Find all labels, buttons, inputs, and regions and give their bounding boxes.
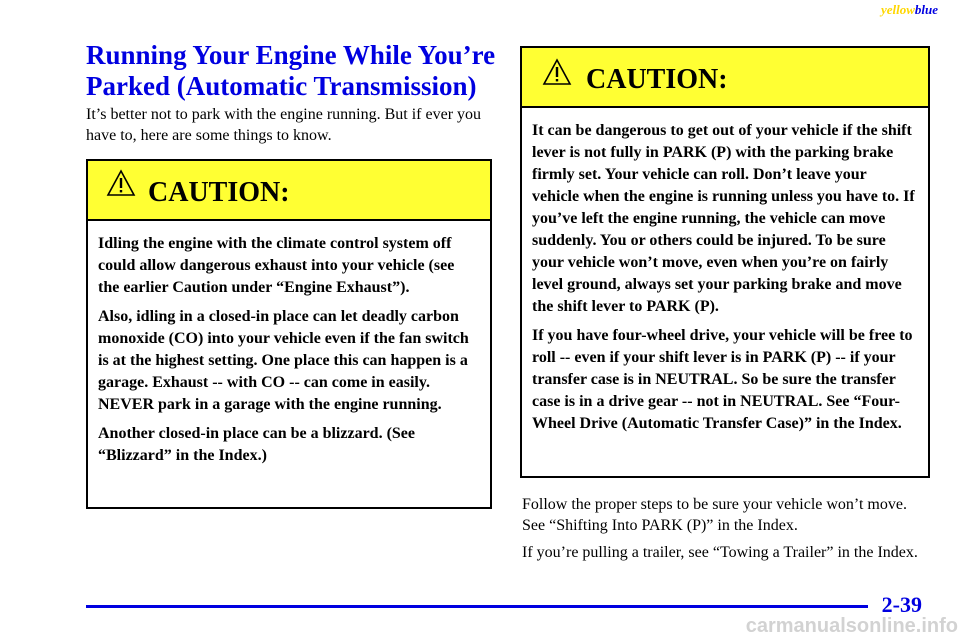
page-title	[86, 40, 506, 102]
marker-blue: blue	[914, 2, 938, 17]
caution-paragraph: Also, idling in a closed-in place can let deadly carbon monoxide (CO) into your vehicle even if the fan switch is at the highest setting. One place this can happen is a garage. Exhaust -- with CO -- can come in easily. NEVER park in a garage with the engine running.	[98, 308, 469, 413]
follow-steps-paragraph: Follow the proper steps to be sure your vehicle won’t move. See “Shifting Into PARK (P)” in the Index.	[522, 496, 907, 534]
caution-paragraph: Idling the engine with the climate control system off could allow dangerous exhaust into your vehicle (see the earlier Caution under “Engine Exhaust”).	[98, 235, 455, 296]
title-line-1: Running Your Engine While You’re	[86, 40, 496, 70]
caution-body	[88, 221, 490, 467]
caution-paragraph: If you have four-wheel drive, your vehicle will be free to roll -- even if your shift lever is in PARK (P) -- if your transfer case is in NEUTRAL. So be sure the transfer case is in a drive gear -- not in NEUTRAL. See “Four-Wheel Drive (Automatic Transfer Case)” in the Index.	[532, 327, 913, 432]
title-line-2: Parked (Automatic Transmission)	[86, 71, 477, 101]
caution-header	[522, 48, 928, 108]
caution-title: CAUTION:	[586, 64, 728, 95]
caution-title: CAUTION:	[148, 177, 290, 208]
intro-paragraph: It’s better not to park with the engine running. But if ever you have to, here are some things to know.	[86, 106, 482, 144]
warning-triangle-icon	[542, 58, 572, 86]
caution-body	[522, 108, 928, 435]
warning-triangle-icon	[106, 169, 136, 197]
caution-header	[88, 161, 490, 221]
marker-yellow: yellow	[880, 2, 915, 17]
caution-paragraph: Another closed-in place can be a blizzard. (See “Blizzard” in the Index.)	[98, 425, 416, 464]
caution-box-idling	[86, 159, 492, 509]
caution-box-parking	[520, 46, 930, 478]
trailer-paragraph: If you’re pulling a trailer, see “Towing a Trailer” in the Index.	[522, 544, 918, 561]
watermark: carmanualsonline.info	[745, 615, 958, 637]
page-number: 2-39	[881, 592, 922, 617]
color-marker	[881, 2, 938, 18]
caution-paragraph: It can be dangerous to get out of your vehicle if the shift lever is not fully in PARK (P) with the parking brake firmly set. Your vehicle can roll. Don’t leave your vehicle when the engine is running unless you have to. If you’ve left the engine running, the vehicle can move suddenly. You or others could be injured. To be sure your vehicle won’t move, even when you’re on fairly level ground, always set your parking brake and move the shift lever to PARK (P).	[532, 122, 915, 315]
footer-rule	[86, 605, 868, 608]
